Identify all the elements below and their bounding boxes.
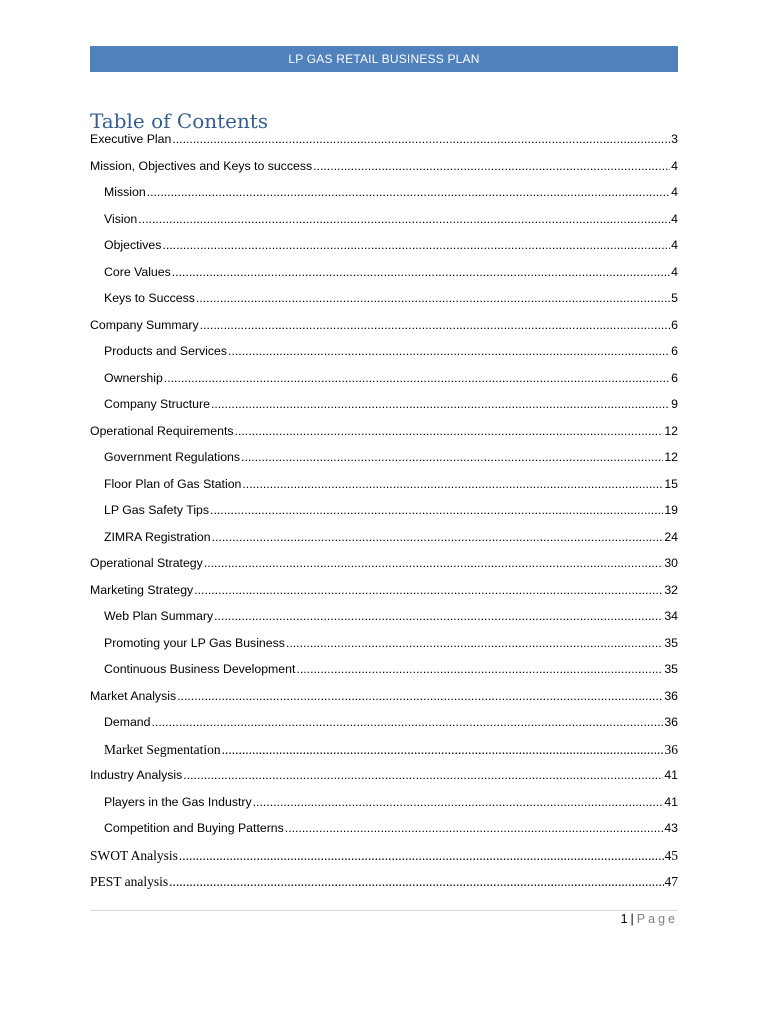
dot-leader [200,318,671,332]
dot-leader [147,185,670,199]
toc-entry-core-values[interactable] [90,265,678,292]
toc-entry-page: 6 [671,344,678,358]
toc-entry-label: Mission, Objectives and Keys to success [90,158,313,173]
toc-entry-zimra-registration[interactable] [90,530,678,557]
toc-entry-operational-strategy[interactable] [90,556,678,583]
dot-leader [194,583,663,597]
toc-entry-label: Objectives [104,238,162,252]
toc-entry-label: Operational Strategy [90,556,203,570]
dot-leader [164,371,670,385]
toc-entry-page: 4 [671,158,678,173]
toc-entry-label: Products and Services [104,344,228,358]
toc-entry-page: 6 [671,370,678,385]
toc-entry-competition-buying-patterns[interactable] [90,821,678,848]
toc-entry-page: 35 [664,635,678,650]
toc-entry-label: Web Plan Summary [104,609,214,623]
toc-entry-company-summary[interactable] [90,318,678,345]
toc-entry-label: Vision [104,211,138,226]
toc-entry-floor-plan[interactable] [90,477,678,504]
dot-leader [242,477,663,491]
dot-leader [179,848,664,864]
dot-leader [210,503,663,517]
toc-entry-page: 3 [671,132,678,146]
toc-entry-page: 4 [671,264,678,279]
page-footer [621,912,678,926]
dot-leader [172,132,670,146]
toc-entry-label: Marketing Strategy [90,582,194,597]
footer-separator: | [630,912,634,926]
dot-leader [196,291,670,305]
toc-entry-page: 4 [671,211,678,226]
toc-entry-page: 9 [671,397,678,411]
toc-entry-label: Demand [104,715,151,729]
toc-entry-page: 30 [664,556,678,570]
dot-leader [138,212,670,226]
toc-entry-page: 36 [664,715,678,729]
dot-leader [151,715,663,729]
toc-entry-label: PEST analysis [90,874,169,889]
toc-entry-page: 34 [664,609,678,623]
toc-entry-industry-analysis[interactable] [90,768,678,795]
page-word: Page [636,912,678,926]
dot-leader [286,636,663,650]
toc-entry-keys-to-success[interactable] [90,291,678,318]
toc-entry-page: 6 [671,317,678,332]
toc-entry-swot-analysis[interactable] [90,848,678,875]
document-header [90,46,678,72]
table-of-contents [90,132,678,901]
toc-entry-players-in-gas-industry[interactable] [90,795,678,822]
toc-entry-vision[interactable] [90,212,678,239]
toc-entry-page: 5 [671,291,678,305]
toc-entry-label: SWOT Analysis [90,847,178,863]
toc-entry-page: 36 [664,741,678,757]
toc-entry-page: 32 [664,582,678,597]
dot-leader [222,742,664,758]
toc-entry-label: Operational Requirements [90,423,234,438]
toc-entry-demand[interactable] [90,715,678,742]
toc-entry-label: Floor Plan of Gas Station [104,476,242,491]
dot-leader [169,874,663,890]
dot-leader [214,609,663,623]
dot-leader [211,397,670,411]
toc-entry-page: 36 [664,688,678,703]
toc-entry-marketing-strategy[interactable] [90,583,678,610]
dot-leader [253,795,664,809]
toc-entry-pest-analysis[interactable] [90,874,678,901]
dot-leader [162,238,670,252]
toc-entry-continuous-development[interactable] [90,662,678,689]
header-title: LP GAS RETAIL BUSINESS PLAN [288,52,480,66]
dot-leader [177,689,663,703]
dot-leader [241,450,663,464]
toc-entry-label: Government Regulations [104,450,241,464]
toc-entry-page: 4 [671,238,678,252]
toc-entry-label: ZIMRA Registration [104,529,211,544]
toc-entry-page: 41 [664,768,678,782]
toc-entry-label: Market Segmentation [104,741,221,757]
toc-entry-promoting-business[interactable] [90,636,678,663]
toc-entry-lp-gas-safety-tips[interactable] [90,503,678,530]
toc-entry-label: LP Gas Safety Tips [104,503,210,517]
toc-entry-market-segmentation[interactable] [90,742,678,769]
toc-entry-label: Continuous Business Development [104,662,296,676]
toc-entry-label: Promoting your LP Gas Business [104,635,285,650]
toc-entry-page: 12 [664,450,678,464]
toc-entry-page: 12 [664,423,678,438]
toc-entry-page: 35 [664,662,678,676]
dot-leader [183,768,663,782]
toc-entry-label: Mission [104,185,146,199]
toc-entry-objectives[interactable] [90,238,678,265]
dot-leader [313,159,670,173]
toc-entry-page: 41 [664,794,678,809]
toc-entry-label: Industry Analysis [90,768,183,782]
dot-leader [228,344,670,358]
toc-entry-page: 45 [664,847,678,863]
toc-entry-government-regulations[interactable] [90,450,678,477]
toc-entry-label: Executive Plan [90,132,172,146]
toc-entry-web-plan-summary[interactable] [90,609,678,636]
toc-entry-label: Players in the Gas Industry [104,794,252,809]
dot-leader [285,821,664,835]
toc-entry-mission[interactable] [90,185,678,212]
dot-leader [235,424,664,438]
toc-entry-page: 47 [664,874,678,889]
toc-entry-operational-requirements[interactable] [90,424,678,451]
toc-entry-mission-objectives-keys[interactable] [90,159,678,186]
toc-entry-page: 4 [671,185,678,199]
toc-entry-label: Competition and Buying Patterns [104,821,284,835]
page-number: 1 [620,912,628,926]
toc-entry-ownership[interactable] [90,371,678,398]
toc-entry-products-and-services[interactable] [90,344,678,371]
toc-entry-label: Company Summary [90,317,199,332]
toc-entry-page: 19 [664,503,678,517]
toc-entry-page: 43 [664,821,678,835]
dot-leader [212,530,664,544]
toc-entry-page: 24 [664,529,678,544]
toc-entry-label: Company Structure [104,397,210,411]
dot-leader [172,265,670,279]
footer-divider [90,910,678,911]
toc-entry-label: Ownership [104,370,163,385]
toc-entry-executive-plan[interactable] [90,132,678,159]
dot-leader [296,662,663,676]
toc-title: Table of Contents [90,109,269,133]
toc-entry-company-structure[interactable] [90,397,678,424]
toc-entry-label: Core Values [104,264,171,279]
toc-entry-label: Market Analysis [90,688,177,703]
toc-entry-market-analysis[interactable] [90,689,678,716]
dot-leader [204,556,664,570]
toc-entry-page: 15 [664,476,678,491]
toc-entry-label: Keys to Success [104,291,195,305]
